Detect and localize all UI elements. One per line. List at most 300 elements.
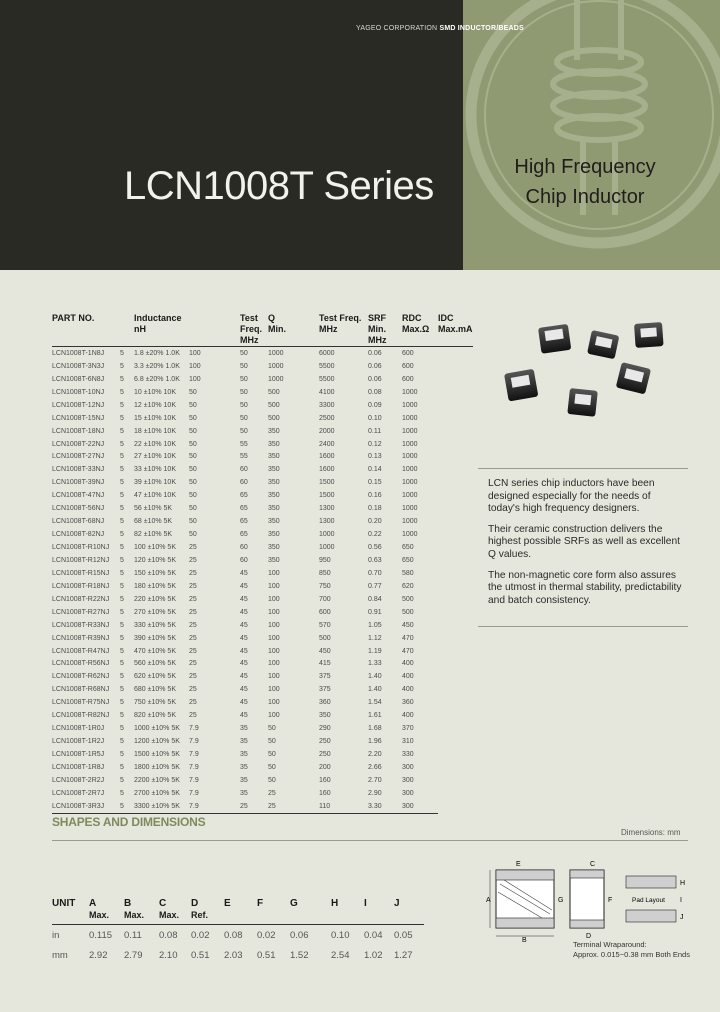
spec-cell: 5: [120, 725, 124, 733]
spec-cell: 1600: [319, 466, 335, 474]
spec-cell: 2.70: [368, 776, 382, 784]
spec-cell: LCN1008T-R27NJ: [52, 608, 110, 616]
spec-cell: LCN1008T-2R7J: [52, 789, 105, 797]
subtitle-line-2: Chip Inductor: [525, 186, 645, 208]
spec-cell: 300: [402, 789, 414, 797]
dimension-cell: 0.04: [364, 929, 383, 941]
spec-cell: 50: [189, 401, 197, 409]
spec-header-line-1: SRF Min.: [368, 313, 386, 334]
spec-cell: 7.9: [189, 725, 199, 733]
spec-cell: 25: [189, 647, 197, 655]
spec-cell: 1000: [402, 401, 418, 409]
spec-cell: 2000: [319, 427, 335, 435]
spec-cell: 1.05: [368, 621, 382, 629]
spec-cell: LCN1008T-47NJ: [52, 492, 105, 500]
spec-cell: 50: [189, 440, 197, 448]
spec-cell: 5: [120, 479, 124, 487]
dimension-cell: 0.06: [290, 929, 309, 941]
spec-cell: 350: [268, 453, 280, 461]
spec-cell: 1000: [402, 466, 418, 474]
spec-cell: 470: [402, 634, 414, 642]
spec-cell: LCN1008T-1R8J: [52, 763, 105, 771]
spec-cell: 1.54: [368, 699, 382, 707]
spec-cell: 45: [240, 621, 248, 629]
spec-table-row: [52, 645, 473, 658]
spec-cell: 310: [402, 738, 414, 746]
spec-cell: 60: [240, 466, 248, 474]
series-title: LCN1008T Series: [124, 164, 434, 208]
spec-cell: 350: [268, 427, 280, 435]
spec-table-row: [52, 632, 473, 645]
spec-cell: 25: [189, 660, 197, 668]
spec-cell: 1200 ±10% 5K: [134, 738, 180, 746]
spec-cell: 50: [240, 427, 248, 435]
spec-cell: 25: [268, 789, 276, 797]
spec-table-row: [52, 541, 473, 554]
spec-cell: 50: [240, 375, 248, 383]
spec-cell: 600: [319, 608, 331, 616]
spec-cell: 5: [120, 686, 124, 694]
product-category: SMD INDUCTOR/BEADS: [439, 25, 524, 32]
spec-cell: 400: [402, 660, 414, 668]
spec-cell: 50: [189, 505, 197, 513]
spec-cell: 25: [189, 673, 197, 681]
spec-cell: 50: [189, 518, 197, 526]
terminal-note-line-2: Approx. 0.015~0.38 mm Both Ends: [573, 950, 690, 959]
spec-cell: LCN1008T-R18NJ: [52, 582, 110, 590]
spec-cell: 0.10: [368, 414, 382, 422]
dimension-cell: in: [52, 929, 60, 941]
spec-cell: 360: [319, 699, 331, 707]
spec-cell: 600: [402, 362, 414, 370]
spec-cell: 5: [120, 375, 124, 383]
spec-cell: 5500: [319, 375, 335, 383]
spec-table-row: [52, 438, 473, 451]
spec-cell: LCN1008T-1R5J: [52, 751, 105, 759]
spec-cell: 600: [402, 349, 414, 357]
label-f: F: [608, 897, 613, 904]
spec-cell: LCN1008T-33NJ: [52, 466, 105, 474]
spec-cell: 0.06: [368, 362, 382, 370]
spec-header-cell: [240, 313, 268, 347]
spec-cell: LCN1008T-82NJ: [52, 531, 105, 539]
spec-cell: 0.56: [368, 544, 382, 552]
spec-cell: 7.9: [189, 776, 199, 784]
spec-cell: 3300 ±10% 5K: [134, 800, 189, 813]
spec-cell: LCN1008T-27NJ: [52, 453, 105, 461]
spec-cell: 470 ±10% 5K: [134, 647, 176, 655]
spec-cell: 700: [319, 595, 331, 603]
spec-cell: 100: [268, 595, 280, 603]
spec-cell: 5: [120, 466, 124, 474]
spec-cell: 5: [120, 427, 124, 435]
description-paragraph-2: Their ceramic construction delivers the highest possible SRFs as well as excellent Q values.: [488, 523, 680, 560]
spec-cell: 5: [120, 401, 124, 409]
spec-cell: 45: [240, 608, 248, 616]
spec-cell: 55: [240, 453, 248, 461]
spec-header-cell: [438, 313, 473, 347]
spec-cell: 25: [268, 800, 319, 813]
spec-cell: 180 ±10% 5K: [134, 582, 176, 590]
spec-cell: 50: [268, 763, 276, 771]
spec-cell: 220 ±10% 5K: [134, 595, 176, 603]
dimension-cell: 2.79: [124, 949, 143, 961]
spec-cell: 0.11: [368, 427, 382, 435]
spec-cell: 100: [268, 686, 280, 694]
dimension-cell: 0.10: [331, 929, 350, 941]
spec-cell: 750: [319, 582, 331, 590]
spec-header-cell: [402, 313, 438, 347]
spec-cell: LCN1008T-R75NJ: [52, 699, 110, 707]
spec-table-row: [52, 451, 473, 464]
spec-cell: 25: [189, 556, 197, 564]
spec-cell: 5: [120, 349, 124, 357]
spec-cell: LCN1008T-68NJ: [52, 518, 105, 526]
spec-cell: 50: [240, 414, 248, 422]
spec-table-row: [52, 735, 473, 748]
spec-cell: 5: [120, 763, 124, 771]
spec-cell: 50: [240, 388, 248, 396]
spec-cell: 33 ±10% 10K: [134, 466, 176, 474]
spec-cell: 1000: [402, 414, 418, 422]
spec-cell: 0.14: [368, 466, 382, 474]
spec-cell: 350: [268, 466, 280, 474]
spec-cell: 2200 ±10% 5K: [134, 776, 180, 784]
spec-cell: LCN1008T-R68NJ: [52, 686, 110, 694]
spec-cell: 5: [120, 388, 124, 396]
spec-cell: 1.68: [368, 725, 382, 733]
spec-cell: 5: [120, 608, 124, 616]
dimension-cell: 2.92: [89, 949, 108, 961]
spec-cell: 1000: [268, 362, 284, 370]
spec-cell: 450: [402, 621, 414, 629]
dimension-drawing: [486, 858, 686, 942]
spec-table-row: [52, 399, 473, 412]
spec-cell: 45: [240, 699, 248, 707]
spec-cell: 35: [240, 751, 248, 759]
header-accent-panel: [463, 0, 720, 270]
spec-cell: 1.19: [368, 647, 382, 655]
spec-cell: 100 ±10% 5K: [134, 544, 176, 552]
spec-table-row: [52, 606, 473, 619]
spec-cell: 250: [319, 738, 331, 746]
spec-table-row: [52, 425, 473, 438]
label-i: I: [680, 897, 682, 904]
corp-name: YAGEO CORPORATION: [356, 25, 438, 32]
dimension-cell: 0.08: [159, 929, 178, 941]
spec-cell: 56 ±10% 5K: [134, 505, 173, 513]
spec-cell: 1.12: [368, 634, 382, 642]
spec-cell: 50: [189, 479, 197, 487]
spec-cell: 45: [240, 712, 248, 720]
spec-cell: 0.84: [368, 595, 382, 603]
spec-cell: 35: [240, 763, 248, 771]
spec-table-row: [52, 386, 473, 399]
spec-cell: 50: [268, 751, 276, 759]
spec-cell: 12 ±10% 10K: [134, 401, 176, 409]
spec-cell: 1000: [402, 440, 418, 448]
spec-cell: 5: [120, 492, 124, 500]
spec-cell: 50: [189, 492, 197, 500]
spec-cell: 1000: [402, 505, 418, 513]
dimension-column-qualifier: Max.: [159, 910, 191, 925]
spec-cell: 1800 ±10% 5K: [134, 763, 180, 771]
spec-table-row: [52, 347, 473, 360]
spec-cell: 50: [189, 453, 197, 461]
spec-cell: 50: [240, 362, 248, 370]
dimension-column-qualifier: [224, 910, 257, 925]
spec-cell: 25: [189, 582, 197, 590]
label-c: C: [590, 861, 596, 868]
spec-cell: 350: [268, 505, 280, 513]
spec-cell: LCN1008T-R39NJ: [52, 634, 110, 642]
spec-cell: 50: [189, 466, 197, 474]
spec-cell: LCN1008T-10NJ: [52, 388, 105, 396]
spec-cell: 1500 ±10% 5K: [134, 751, 180, 759]
spec-cell: 300: [402, 800, 438, 813]
dimensions-row: [52, 945, 424, 965]
spec-cell: LCN1008T-1R0J: [52, 725, 105, 733]
spec-cell: 55: [240, 440, 248, 448]
spec-table-row: [52, 373, 473, 386]
spec-cell: 100: [189, 375, 201, 383]
spec-cell: 680 ±10% 5K: [134, 686, 176, 694]
spec-table-row: [52, 515, 473, 528]
spec-cell: 600: [402, 375, 414, 383]
spec-cell: 7.9: [189, 751, 199, 759]
spec-header-line-2: nH: [134, 324, 146, 334]
spec-table-row: [52, 658, 473, 671]
corporation-line: [356, 25, 524, 32]
spec-header-line-2: MHz: [240, 335, 259, 345]
spec-cell: 3.3 ±20% 1.0K: [134, 362, 180, 370]
spec-cell: 5: [120, 800, 134, 813]
spec-cell: 370: [402, 725, 414, 733]
spec-cell: 1000 ±10% 5K: [134, 725, 180, 733]
spec-cell: 350: [268, 544, 280, 552]
spec-cell: 47 ±10% 10K: [134, 492, 176, 500]
spec-cell: 18 ±10% 10K: [134, 427, 176, 435]
spec-cell: 580: [402, 569, 414, 577]
spec-cell: 45: [240, 647, 248, 655]
dimension-cell: 0.02: [191, 929, 210, 941]
spec-cell: 7.9: [189, 738, 199, 746]
spec-cell: 850: [319, 569, 331, 577]
spec-cell: 60: [240, 556, 248, 564]
spec-cell: LCN1008T-R62NJ: [52, 673, 110, 681]
spec-header-line-2: Min.: [268, 324, 286, 334]
spec-cell: 160: [319, 776, 331, 784]
dimension-column-qualifier: Max.: [89, 910, 124, 925]
dimension-column-qualifier: [290, 910, 331, 925]
spec-cell: 400: [402, 686, 414, 694]
spec-cell: 25: [189, 699, 197, 707]
spec-cell: 7.9: [189, 789, 199, 797]
spec-cell: 1.40: [368, 673, 382, 681]
spec-cell: 500: [268, 414, 280, 422]
spec-cell: 50: [240, 401, 248, 409]
spec-cell: LCN1008T-R12NJ: [52, 556, 110, 564]
spec-cell: 5: [120, 789, 124, 797]
spec-header-line-2: Max.Ω: [402, 324, 430, 334]
spec-table-header: [52, 313, 473, 347]
dimensions-table: [52, 896, 424, 965]
spec-table-body: [52, 347, 473, 814]
spec-cell: LCN1008T-R82NJ: [52, 712, 110, 720]
dimension-cell: 1.27: [394, 949, 413, 961]
label-b: B: [522, 937, 527, 942]
spec-cell: 25: [189, 621, 197, 629]
spec-cell: 60: [240, 479, 248, 487]
spec-cell: 0.77: [368, 582, 382, 590]
spec-cell: 5: [120, 518, 124, 526]
spec-cell: 1000: [402, 479, 418, 487]
dimension-column-qualifier: [364, 910, 394, 925]
spec-cell: 35: [240, 776, 248, 784]
spec-cell: 100: [268, 647, 280, 655]
spec-cell: 1000: [319, 531, 335, 539]
spec-cell: 500: [402, 595, 414, 603]
label-g: G: [558, 897, 564, 904]
spec-cell: 25: [189, 712, 197, 720]
subtitle-line-1: High Frequency: [514, 156, 656, 178]
header-banner: [0, 0, 720, 270]
dimension-column-qualifier: [331, 910, 364, 925]
dimension-cell: 1.02: [364, 949, 383, 961]
spec-cell: 650: [402, 544, 414, 552]
spec-cell: 350: [268, 479, 280, 487]
spec-cell: 7.9: [189, 800, 240, 813]
spec-cell: 2500: [319, 414, 335, 422]
spec-cell: 0.06: [368, 375, 382, 383]
spec-cell: 1.33: [368, 660, 382, 668]
spec-cell: 375: [319, 686, 331, 694]
spec-cell: 1000: [402, 492, 418, 500]
spec-cell: 50: [189, 531, 197, 539]
spec-cell: 65: [240, 531, 248, 539]
spec-cell: 35: [240, 725, 248, 733]
dimension-column-label: F: [257, 897, 264, 909]
spec-cell: 5: [120, 647, 124, 655]
spec-cell: 5: [120, 544, 124, 552]
spec-cell: 100: [268, 712, 280, 720]
spec-cell: 1000: [402, 531, 418, 539]
spec-cell: 25: [189, 595, 197, 603]
spec-cell: 2400: [319, 440, 335, 448]
dimension-cell: 0.51: [257, 949, 276, 961]
spec-header-line-1: Inductance: [134, 313, 182, 323]
dimensions-body: [52, 925, 424, 966]
chip-inductors-photo: [484, 318, 684, 428]
spec-cell: LCN1008T-R47NJ: [52, 647, 110, 655]
spec-table-row: [52, 580, 473, 593]
spec-table-row: [52, 722, 473, 735]
spec-cell: 100: [268, 673, 280, 681]
spec-cell: 330: [402, 751, 414, 759]
spec-cell: 750 ±10% 5K: [134, 699, 176, 707]
spec-cell: 360: [402, 699, 414, 707]
spec-cell: 6000: [319, 349, 335, 357]
spec-cell: LCN1008T-R33NJ: [52, 621, 110, 629]
spec-cell: 25: [189, 544, 197, 552]
spec-cell: LCN1008T-3N3J: [52, 362, 105, 370]
spec-cell: 415: [319, 660, 331, 668]
description: [488, 478, 684, 615]
spec-cell: LCN1008T-22NJ: [52, 440, 105, 448]
spec-cell: 5: [120, 776, 124, 784]
spec-table-row: [52, 619, 473, 632]
spec-table-row: [52, 774, 473, 787]
spec-cell: 300: [402, 776, 414, 784]
spec-header-line-1: PART NO.: [52, 313, 95, 323]
dimension-column-qualifier: [257, 910, 290, 925]
dimension-column-qualifier: Ref.: [191, 910, 224, 925]
spec-cell: 5: [120, 569, 124, 577]
spec-cell: 45: [240, 673, 248, 681]
spec-cell: 820 ±10% 5K: [134, 712, 176, 720]
spec-cell: 2.90: [368, 789, 382, 797]
spec-header-line-1: Test Freq.: [240, 313, 263, 334]
dimension-column-label: A: [89, 897, 97, 909]
spec-cell: 500: [402, 608, 414, 616]
spec-cell: 500: [319, 634, 331, 642]
spec-cell: 45: [240, 569, 248, 577]
dimension-cell: 0.51: [191, 949, 210, 961]
spec-cell: LCN1008T-39NJ: [52, 479, 105, 487]
spec-table-row: [52, 670, 473, 683]
spec-cell: 35: [240, 789, 248, 797]
spec-table-row: [52, 360, 473, 373]
spec-cell: 0.15: [368, 479, 382, 487]
dimension-cell: 0.05: [394, 929, 413, 941]
subtitle: [505, 152, 665, 212]
spec-cell: 25: [189, 634, 197, 642]
spec-cell: LCN1008T-12NJ: [52, 401, 105, 409]
spec-cell: 100: [189, 349, 201, 357]
spec-cell: LCN1008T-1N8J: [52, 349, 105, 357]
spec-cell: 27 ±10% 10K: [134, 453, 176, 461]
dimensions-unit-note: Dimensions: mm: [621, 828, 681, 837]
spec-cell: 50: [189, 388, 197, 396]
spec-cell: 350: [268, 518, 280, 526]
spec-cell: 25: [189, 569, 197, 577]
spec-cell: 1.96: [368, 738, 382, 746]
spec-cell: LCN1008T-R10NJ: [52, 544, 110, 552]
label-h: H: [680, 880, 686, 887]
description-paragraph-1: LCN series chip inductors have been designed especially for the needs of today's high frequency designers.: [488, 478, 655, 515]
spec-cell: 1000: [402, 427, 418, 435]
spec-cell: 50: [268, 776, 276, 784]
spec-cell: 3300: [319, 401, 335, 409]
spec-cell: LCN1008T-1R2J: [52, 738, 105, 746]
spec-cell: 1500: [319, 492, 335, 500]
spec-table-row: [52, 554, 473, 567]
spec-cell: 0.63: [368, 556, 382, 564]
spec-cell: 50: [240, 349, 248, 357]
spec-cell: 560 ±10% 5K: [134, 660, 176, 668]
spec-cell: 620 ±10% 5K: [134, 673, 176, 681]
dimensions-header: [52, 896, 424, 910]
spec-table-row: [52, 761, 473, 774]
spec-cell: 5: [120, 751, 124, 759]
spec-cell: 100: [268, 660, 280, 668]
spec-cell: LCN1008T-6N8J: [52, 375, 105, 383]
spec-table-row: [52, 709, 473, 722]
spec-header-cell: [134, 313, 240, 347]
spec-cell: 1.61: [368, 712, 382, 720]
dimension-column-label: J: [394, 897, 400, 909]
spec-cell: 60: [240, 544, 248, 552]
